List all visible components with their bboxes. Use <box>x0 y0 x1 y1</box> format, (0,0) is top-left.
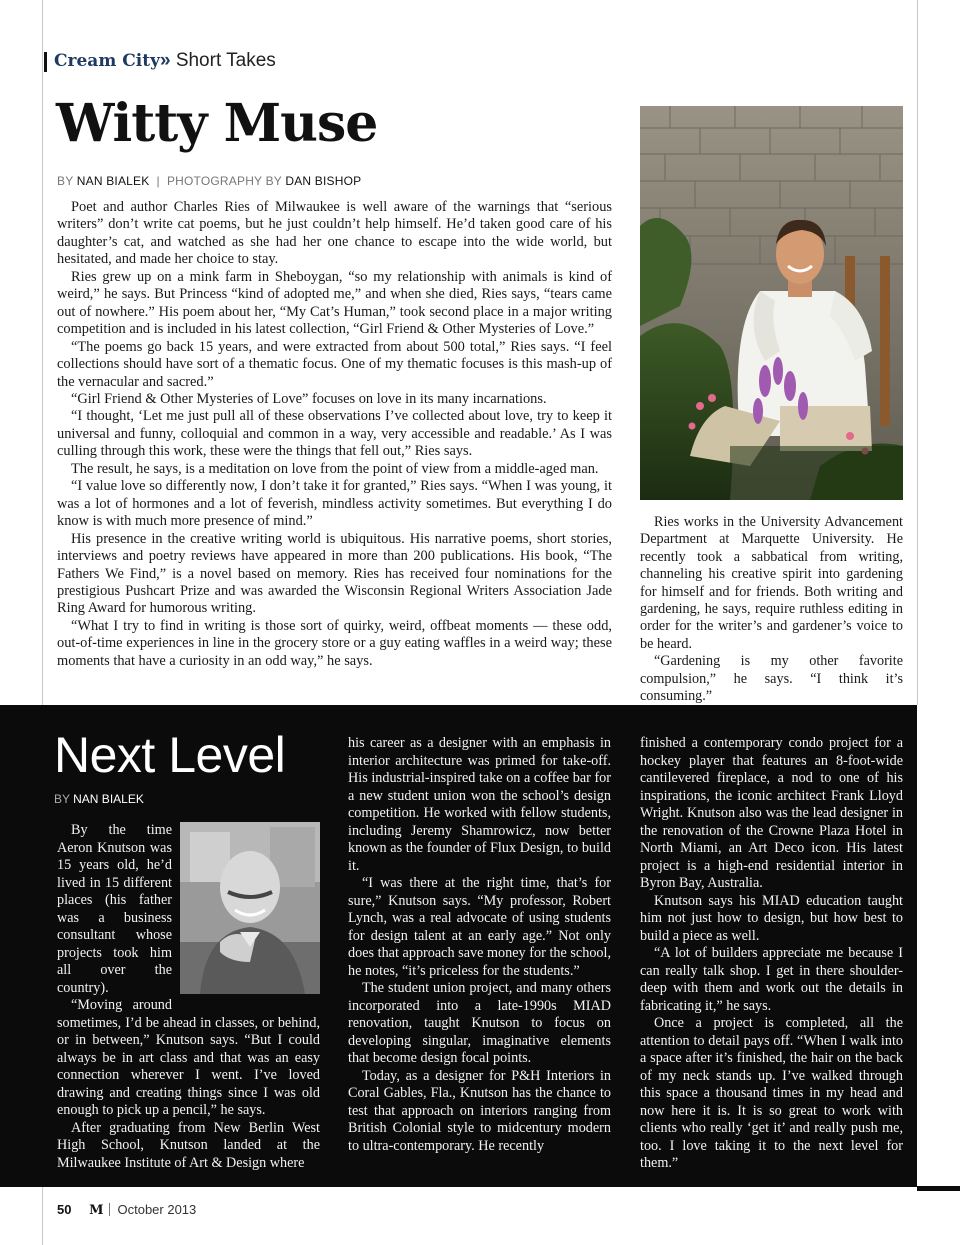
section-separator: » <box>159 50 171 71</box>
article2-column-3 <box>640 735 903 1173</box>
article2-title: Next Level <box>54 727 286 783</box>
column-paragraph: “Moving around sometimes, I’d be ahead in classes, or behind, or in between,” Knutson says. “But I could always be in art class and that was an easy connection wherever I went. I’ve loved drawing and creating things since I was old enough to pick up a pencil,” he says. <box>57 997 320 1118</box>
body-paragraph: The result, he says, is a meditation on love from the point of view from a middle-aged man. <box>71 460 599 477</box>
article2-column-2 <box>348 735 611 1155</box>
byline-divider: | <box>156 174 160 188</box>
body-paragraph: “I thought, ‘Let me just pull all of these observations I’ve collected about love, try to keep it universal and funny, colloquial and common in a way, very accessible and readable.’ As I was culling through this work, these were the things that fell out,” Ries says. <box>57 408 612 460</box>
article-title: Witty Muse <box>56 93 378 154</box>
column-paragraph: The student union project, and many others incorporated into a late-1990s MIAD renovation, taught Knutson to focus on developing singular, imaginative elements that become design focal points. <box>348 980 611 1066</box>
section-marker <box>44 52 47 72</box>
sidebar-text <box>640 514 903 705</box>
body-paragraph: “Girl Friend & Other Mysteries of Love” focuses on love in its many incarnations. <box>71 390 547 407</box>
section-brand: Cream City <box>54 51 160 71</box>
section-subsection: Short Takes <box>175 50 276 71</box>
body-paragraph: “I value love so differently now, I don’t take it for granted,” Ries says. “When I was young, it was a lot of hormones and a lot of feverish, mindless activity sometimes. But everything I do know is with much more presence of mind.” <box>57 478 612 530</box>
body-paragraph: His presence in the creative writing world is ubiquitous. His narrative poems, short stories, interviews and poetry reviews have appeared in more than 200 publications. His book, “The Fathers We Find,” is a novel based on memory. Ries has received four nominations for the prestigious Pushcart Prize and was awarded the Wisconsin Regional Writers Association Jade Ring Award for humorous writing. <box>57 530 612 617</box>
byline-author: NAN BIALEK <box>76 174 150 188</box>
sidebar-paragraph: “Gardening is my other favorite compulsion,” he says. “I think it’s consuming.” <box>640 653 903 705</box>
portrait-photo-drawing <box>640 106 903 500</box>
article2-byline <box>54 792 144 806</box>
column-paragraph: finished a contemporary condo project for a hockey player that features an 8-foot-wide cantilevered fireplace, a nod to one of his inspirations, the iconic architect Frank Lloyd Wright. Knutson also was the lead designer in the renovation of the Crowne Plaza Hotel in North Miami, an Art Deco icon. His latest project is a high-end residential interior in Byron Bay, Australia. <box>640 735 903 891</box>
byline-photographer: DAN BISHOP <box>285 174 362 188</box>
body-paragraph: “What I try to find in writing is those sort of quirky, weird, offbeat moments — these odd, out-of-time experiences in line in the grocery store or a guy eating waffles in a weird way; these moments that have a curiosity in an odd way,” he says. <box>57 617 612 669</box>
page-edge-right <box>917 0 918 705</box>
column-paragraph: Knutson says his MIAD education taught him not just how to design, but how best to build a piece as well. <box>640 892 903 944</box>
column-paragraph: “A lot of builders appreciate me because I can really talk shop. I get in there shoulder-deep with them and work out the details in fabricating it,” he says. <box>640 945 903 1014</box>
byline-by: BY <box>57 174 74 188</box>
column-paragraph: By the time Aeron Knutson was 15 years old, he’d lived in 15 different places (his father was a business consultant whose projects took him all over the country). <box>57 822 172 996</box>
byline2-author: NAN BIALEK <box>73 792 144 806</box>
body-paragraph: Ries grew up on a mink farm in Sheboygan, “so my relationship with animals is kind of weird,” he says. But Princess “kind of adopted me,” and when she died, Ries says, “tears came out of nowhere.” His poem about her, “My Cat’s Human,” took second place in a major writing competition and is included in his latest collection, “Girl Friend & Other Mysteries of Love.” <box>57 268 612 338</box>
column-paragraph: his career as a designer with an emphasis in interior architecture was primed for take-off. His industrial-inspired take on a coffee bar for a new student union won the school’s design competition. He worked with fellow students, including Jeremy Shamrowicz, now better known as the founder of Flux Design, to build it. <box>348 735 611 874</box>
column-paragraph: Once a project is completed, all the attention to detail pays off. “When I walk into a space after it’s finished, the hair on the back of my neck stands up. I’ve walked through this space a thousand times in my head and now here it is. It is so great to work with clients who really ‘get it’ and really push me, too. I love taking it to the next level for them.” <box>640 1015 903 1171</box>
magazine-logo: M <box>89 1203 104 1218</box>
column-paragraph: “I was there at the right time, that’s for sure,” Knutson says. “My professor, Robert Lynch, was a real advocate of using students for design talent at an early age.” Not only does that approach save money for the school, he notes, “it’s priceless for the students.” <box>348 875 611 979</box>
designer-photo-drawing <box>180 822 320 994</box>
article2-column-1 <box>57 822 320 1172</box>
portrait-photo <box>640 106 903 500</box>
byline2-by: BY <box>54 792 70 806</box>
issue-date: October 2013 <box>117 1202 197 1217</box>
page-number: 50 <box>57 1202 72 1217</box>
sidebar-paragraph: Ries works in the University Advancement Department at Marquette University. He recently took a sabbatical from writing, channeling his creative spirit into gardening for himself and for friends. Both writing and gardening, he says, require ruthless editing in order for the writer’s and gardener’s voice to be heard. <box>640 514 903 652</box>
footer-divider <box>109 1203 110 1216</box>
article-body <box>57 199 612 670</box>
body-paragraph: Poet and author Charles Ries of Milwaukee is well aware of the warnings that “serious writers” don’t write cat poems, but he just couldn’t help himself. He’d taken good care of his daughter’s cat, and watched as she had her one chance to escape into the wide world, but hesitated, and made her choice to stay. <box>57 199 612 268</box>
designer-photo <box>180 822 320 994</box>
byline-photo-by: PHOTOGRAPHY BY <box>166 174 282 188</box>
section-header <box>54 50 276 72</box>
body-paragraph: “The poems go back 15 years, and were extracted from about 500 total,” Ries says. “I feel collections should have sort of a thematic focus. One of my thematic focuses is this mash-up of the vernacular and sacred.” <box>57 338 612 390</box>
column-paragraph: After graduating from New Berlin West High School, Knutson landed at the Milwaukee Institute of Art & Design where <box>57 1119 320 1171</box>
page-footer <box>57 1202 196 1218</box>
column-paragraph: Today, as a designer for P&H Interiors in Coral Gables, Fla., Knutson has the chance to test that approach on interiors ranging from British Colonial style to midcentury modern to ultra-contemporary. He recently <box>348 1067 611 1154</box>
article-byline <box>57 174 361 188</box>
panel-edge-bar <box>917 1186 960 1191</box>
